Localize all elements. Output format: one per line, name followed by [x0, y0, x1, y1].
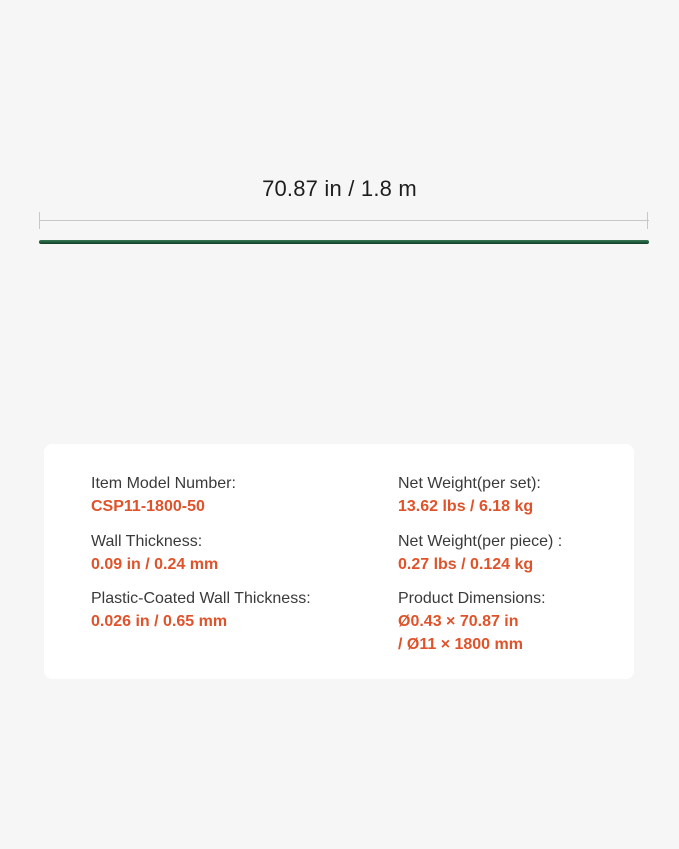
dimension-line [39, 220, 649, 221]
spec-value: 0.27 lbs / 0.124 kg [398, 556, 534, 573]
spec-product-dimensions [398, 587, 546, 656]
spec-wall-thickness [91, 530, 218, 576]
spec-label: Product Dimensions: [398, 590, 546, 607]
spec-card [44, 444, 634, 679]
spec-label: Net Weight(per set): [398, 475, 541, 492]
spec-net-weight-set [398, 472, 541, 518]
spec-net-weight-piece [398, 530, 562, 576]
spec-value: 0.09 in / 0.24 mm [91, 556, 219, 573]
spec-value-line1: Ø0.43 × 70.87 in [398, 613, 519, 630]
spec-label: Plastic-Coated Wall Thickness: [91, 590, 311, 607]
length-dimension-label: 70.87 in / 1.8 m [262, 176, 417, 201]
spec-value: CSP11-1800-50 [91, 498, 205, 515]
dimension-tick-right [647, 212, 648, 229]
spec-value: 13.62 lbs / 6.18 kg [398, 498, 534, 515]
spec-value-line2: / Ø11 × 1800 mm [398, 636, 523, 653]
green-stake-rod [39, 240, 649, 244]
spec-label: Wall Thickness: [91, 533, 203, 550]
spec-label: Net Weight(per piece) : [398, 533, 563, 550]
spec-value: 0.026 in / 0.65 mm [91, 613, 228, 630]
spec-coated-wall-thickness [91, 587, 311, 633]
spec-label: Item Model Number: [91, 475, 236, 492]
spec-model-number [91, 472, 236, 518]
